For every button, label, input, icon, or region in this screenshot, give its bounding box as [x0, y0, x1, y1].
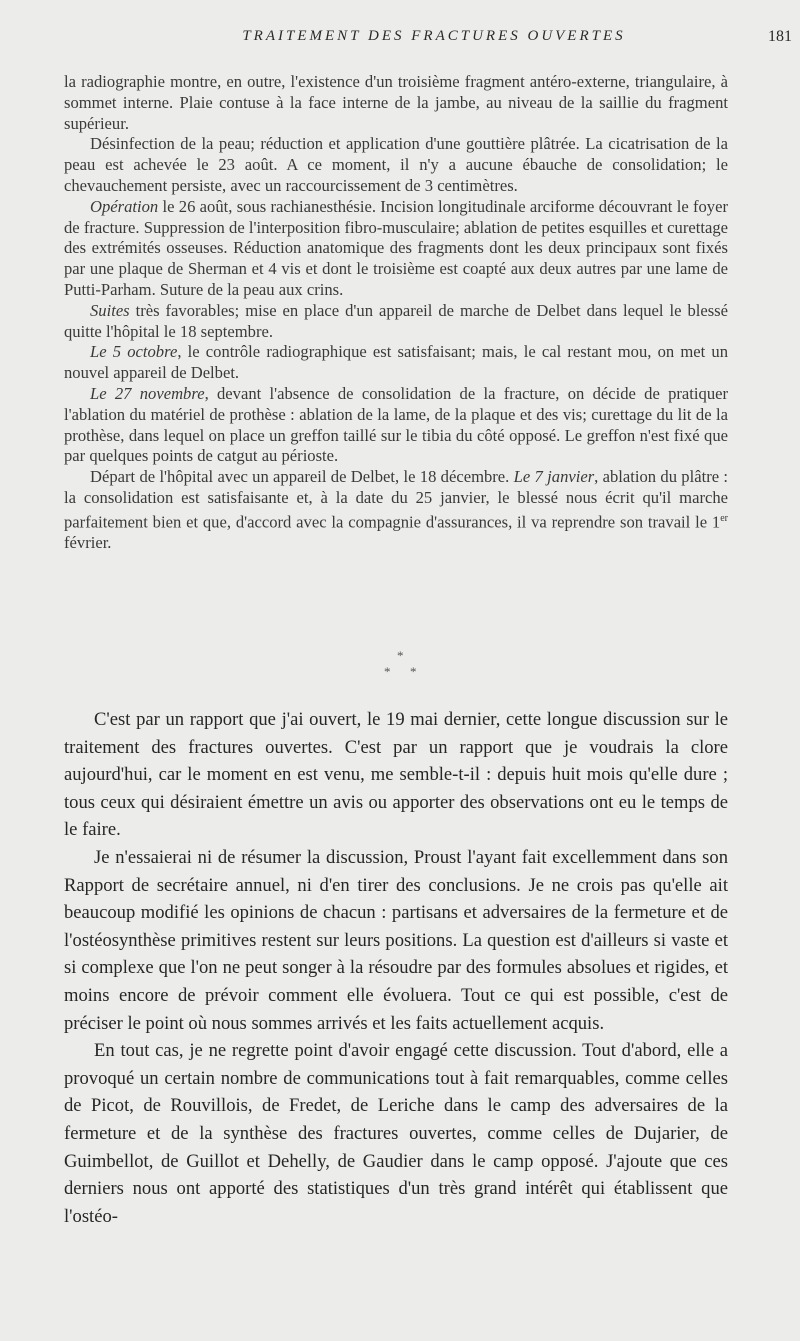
observation-paragraph	[64, 301, 728, 343]
observation-text: , le contrôle radiographique est satisfaisant; mais, le cal restant mou, on met un nouvel appareil de Delbet.	[64, 342, 728, 383]
observation-text: , ablation du plâtre : la consolidation est satisfaisante et, à la date du 25 janvier, le blessé nous écrit qu'il marche parfaitement bien et que, d'accord avec la compagnie d'assurances, il va reprendre son travail le 1	[64, 467, 729, 532]
discussion-paragraph: En tout cas, je ne regrette point d'avoir engagé cette discussion. Tout d'abord, elle a provoqué un certain nombre de communications tout à fait remarquables, comme celles de Picot, de Rouvillois, de Fredet, de Leriche dans le camp des adversaires de la fermeture et de la synthèse des fractures ouvertes, comme celles de Dujarier, de Guimbellot, de Guillot et Dehelly, de Gaudier dans le camp opposé. J'ajoute que ces derniers nous ont apporté des statistiques d'un très grand intérêt qui établissent que l'ostéo-	[64, 1040, 728, 1227]
discussion-paragraph: Je n'essaierai ni de résumer la discussion, Proust l'ayant fait excellemment dans son Rapport de secrétaire annuel, ni d'en tirer des conclusions. Je ne crois pas qu'elle ait beaucoup modifié les opinions de chacun : partisans et adversaires de la fermeture et de l'ostéosynthèse primitives restent sur leurs positions. La question est d'ailleurs si vaste et si complexe que l'on ne peut songer à la résoudre par des formules absolues et rigides, et moins encore de prévoir comment elle évoluera. Tout ce qui est possible, c'est de préciser le point où nous sommes arrivés et les faits actuellement acquis.	[64, 846, 728, 1034]
observation-label: Opération	[90, 196, 159, 216]
observation-text: le 26 août, sous rachianesthésie. Incision longitudinale arciforme découvrant le foyer de fracture. Suppression de l'interposition fibro-musculaire; ablation de petites esquilles et curettage des extrémités osseuses. Réduction anatomique des fragments dont les deux principaux sont fixés par une plaque de Sherman et 4 vis et dont le troisième est coapté aux deux autres par une lame de Putti-Parham. Suture de la peau aux crins.	[64, 196, 728, 299]
asterism-star: *	[384, 664, 391, 679]
observation-paragraph	[64, 467, 728, 554]
running-title: TRAITEMENT DES FRACTURES OUVERTES	[242, 28, 626, 44]
asterism-star: *	[410, 664, 417, 679]
asterism-divider	[370, 648, 430, 688]
observation-paragraph	[64, 342, 728, 384]
discussion-paragraph: C'est par un rapport que j'ai ouvert, le 19 mai dernier, cette longue discussion sur le traitement des fractures ouvertes. C'est par un rapport que je voudrais la clore aujourd'hui, car le moment en est venu, me semble-t-il : depuis huit mois qu'elle dure ; tous ceux qui désiraient émettre un avis ou apporter des observations ont eu le temps de le faire.	[64, 709, 728, 841]
superscript: er	[720, 512, 728, 524]
observation-paragraph	[64, 384, 728, 467]
observation-text: février.	[64, 533, 112, 553]
observation-text: , devant l'absence de consolidation de la fracture, on décide de pratiquer l'ablation du matériel de prothèse : ablation de la lame, de la plaque et des vis; curettage du lit de la prothèse, dans lequel on place un greffon taillé sur le tibia du côté opposé. Le greffon n'est fixé que par quelques points de catgut au périoste.	[64, 383, 729, 466]
case-observation	[64, 72, 728, 554]
observation-label: Suites	[90, 300, 130, 320]
observation-label: Le 7 janvier	[513, 467, 595, 487]
observation-label: Le 27 novembre	[90, 383, 205, 403]
running-header	[64, 28, 792, 52]
observation-paragraph: la radiographie montre, en outre, l'existence d'un troisième fragment antéro-externe, triangulaire, à sommet interne. Plaie contuse à la face interne de la jambe, au niveau de la saillie du fragment supérieur.	[64, 72, 728, 133]
observation-text: Départ de l'hôpital avec un appareil de Delbet, le 18 décembre.	[90, 467, 514, 487]
asterism-star: *	[397, 648, 404, 663]
observation-paragraph: Désinfection de la peau; réduction et application d'une gouttière plâtrée. La cicatrisation de la peau est achevée le 23 août. A ce moment, il n'y a aucune ébauche de consolidation; le chevauchement persiste, avec un raccourcissement de 3 centimètres.	[64, 134, 728, 195]
observation-paragraph	[64, 197, 728, 301]
discussion-section	[64, 706, 728, 1230]
observation-label: Le 5 octobre	[90, 342, 178, 362]
page-number: 181	[768, 28, 792, 45]
observation-text: très favorables; mise en place d'un appareil de marche de Delbet dans lequel le blessé quitte l'hôpital le 18 septembre.	[64, 300, 728, 341]
